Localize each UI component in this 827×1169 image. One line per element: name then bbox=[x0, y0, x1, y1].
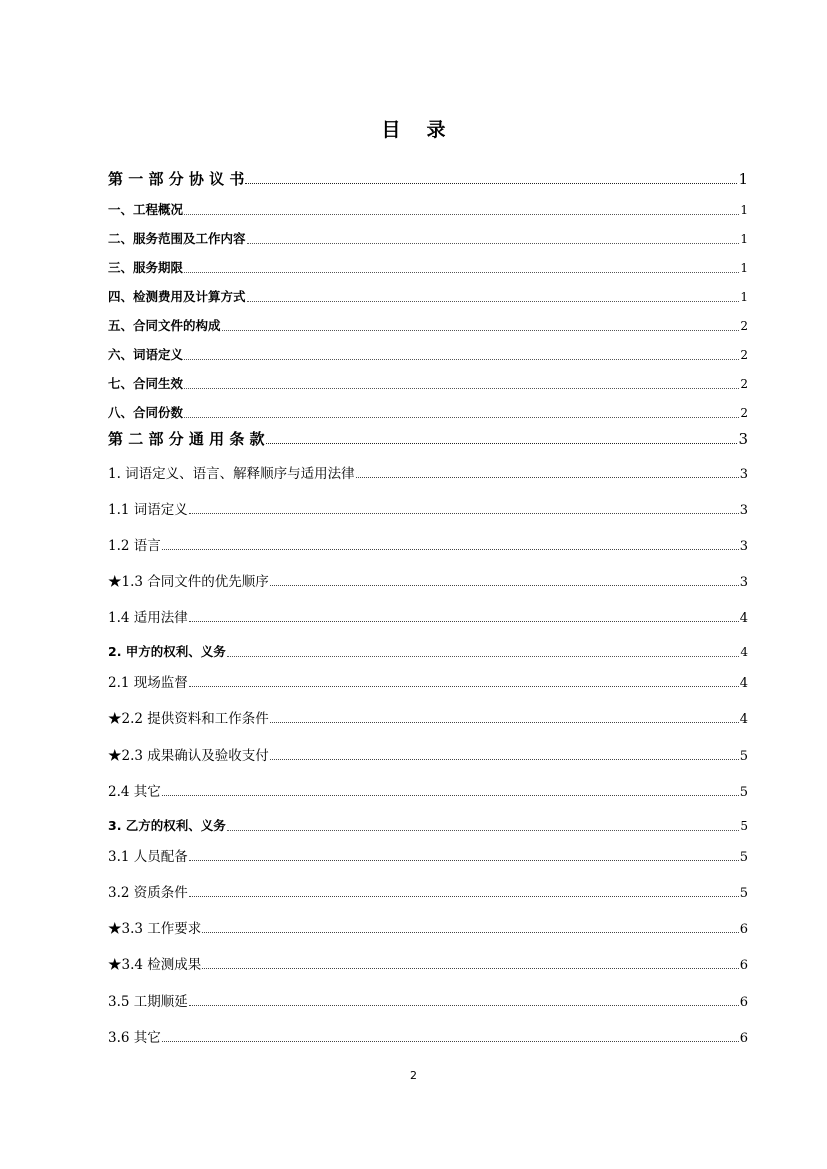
toc-entry[interactable] bbox=[108, 881, 748, 901]
toc-entry-label: 2. 甲方的权利、义务 bbox=[108, 644, 226, 659]
page-title bbox=[0, 115, 827, 142]
toc-entry[interactable] bbox=[108, 744, 748, 764]
toc-entry-page: 2 bbox=[740, 319, 748, 333]
toc-entry[interactable] bbox=[108, 403, 748, 421]
dot-leader bbox=[270, 721, 739, 723]
toc-entry-label: 第 二 部 分 通 用 条 款 bbox=[108, 430, 265, 448]
toc-entry-page: 1 bbox=[740, 203, 748, 217]
dot-leader bbox=[247, 300, 740, 302]
toc-entry[interactable] bbox=[108, 606, 748, 626]
dot-leader bbox=[162, 794, 739, 796]
toc-entry-page: 3 bbox=[739, 467, 748, 482]
dot-leader bbox=[222, 329, 740, 331]
toc-entry-label: ★2.2 提供资料和工作条件 bbox=[108, 711, 269, 727]
toc-entry-label: 3.6 其它 bbox=[108, 1030, 161, 1046]
toc-entry-label: 2.1 现场监督 bbox=[108, 675, 188, 691]
dot-leader bbox=[189, 512, 739, 514]
dot-leader bbox=[162, 1040, 739, 1042]
toc-entry-page: 2 bbox=[740, 348, 748, 362]
toc-entry-page: 1 bbox=[740, 261, 748, 275]
toc-entry-page: 6 bbox=[739, 995, 748, 1010]
toc-entry[interactable] bbox=[108, 168, 748, 189]
toc-entry-page: 3 bbox=[739, 503, 748, 518]
toc-entry-page: 5 bbox=[739, 886, 748, 901]
dot-leader bbox=[247, 242, 740, 244]
toc-entry-page: 6 bbox=[739, 922, 748, 937]
toc-entry[interactable] bbox=[108, 671, 748, 691]
toc-entry-page: 5 bbox=[739, 850, 748, 865]
toc-entry-page: 4 bbox=[739, 676, 748, 691]
toc-entry-page: 1 bbox=[740, 290, 748, 304]
toc-entry-page: 5 bbox=[740, 819, 748, 833]
toc-entry[interactable] bbox=[108, 287, 748, 305]
toc-entry[interactable] bbox=[108, 258, 748, 276]
toc-entry-page: 4 bbox=[739, 611, 748, 626]
toc-entry[interactable] bbox=[108, 316, 748, 334]
toc-entry-label: 第 一 部 分 协 议 书 bbox=[108, 170, 245, 188]
toc-entry-page: 1 bbox=[738, 170, 748, 188]
toc-entry-label: 三、服务期限 bbox=[108, 260, 184, 275]
dot-leader bbox=[227, 829, 740, 831]
toc-entry-page: 4 bbox=[740, 645, 748, 659]
dot-leader bbox=[162, 548, 739, 550]
toc-entry[interactable] bbox=[108, 570, 748, 590]
dot-leader bbox=[189, 685, 739, 687]
toc-entry[interactable] bbox=[108, 642, 748, 660]
toc-entry-page: 3 bbox=[739, 539, 748, 554]
toc-entry-label: 1.2 语言 bbox=[108, 538, 161, 554]
dot-leader bbox=[266, 442, 738, 444]
dot-leader bbox=[245, 182, 737, 184]
dot-leader bbox=[202, 967, 738, 969]
toc-entry-page: 3 bbox=[738, 430, 748, 448]
toc-entry[interactable] bbox=[108, 845, 748, 865]
dot-leader bbox=[189, 1004, 739, 1006]
toc-entry-page: 1 bbox=[740, 232, 748, 246]
toc-entry-label: ★2.3 成果确认及验收支付 bbox=[108, 748, 269, 764]
toc-entry[interactable] bbox=[108, 428, 748, 449]
dot-leader bbox=[270, 584, 739, 586]
toc-entry-page: 3 bbox=[739, 575, 748, 590]
toc-entry-label: 一、工程概况 bbox=[108, 202, 184, 217]
toc-entry[interactable] bbox=[108, 1026, 748, 1046]
toc-entry-label: 2.4 其它 bbox=[108, 784, 161, 800]
toc-entry-label: 3.1 人员配备 bbox=[108, 849, 188, 865]
toc-entry-label: 八、合同份数 bbox=[108, 405, 184, 420]
dot-leader bbox=[202, 931, 738, 933]
toc-entry-page: 4 bbox=[739, 712, 748, 727]
toc-entry-label: 1. 词语定义、语言、解释顺序与适用法律 bbox=[108, 466, 355, 482]
dot-leader bbox=[184, 358, 739, 360]
toc-entry-label: 六、词语定义 bbox=[108, 347, 184, 362]
toc-entry[interactable] bbox=[108, 990, 748, 1010]
toc-entry[interactable] bbox=[108, 534, 748, 554]
toc-entry-label: 3.5 工期顺延 bbox=[108, 994, 188, 1010]
toc-entry[interactable] bbox=[108, 917, 748, 937]
toc-entry-label: 3.2 资质条件 bbox=[108, 885, 188, 901]
toc-entry-label: 七、合同生效 bbox=[108, 376, 184, 391]
title-char-2: 录 bbox=[426, 119, 446, 141]
toc-entry[interactable] bbox=[108, 200, 748, 218]
dot-leader bbox=[184, 416, 739, 418]
dot-leader bbox=[356, 476, 739, 478]
dot-leader bbox=[184, 271, 739, 273]
toc-entry-page: 6 bbox=[739, 958, 748, 973]
dot-leader bbox=[184, 387, 739, 389]
toc-entry[interactable] bbox=[108, 374, 748, 392]
toc-entry-label: ★3.3 工作要求 bbox=[108, 921, 202, 937]
dot-leader bbox=[227, 655, 740, 657]
dot-leader bbox=[184, 213, 739, 215]
toc-entry[interactable] bbox=[108, 780, 748, 800]
dot-leader bbox=[189, 859, 739, 861]
toc-entry[interactable] bbox=[108, 816, 748, 834]
toc-entry-page: 2 bbox=[740, 406, 748, 420]
dot-leader bbox=[189, 620, 739, 622]
toc-entry-page: 6 bbox=[739, 1031, 748, 1046]
title-char-1: 目 bbox=[381, 119, 401, 141]
toc-entry[interactable] bbox=[108, 229, 748, 247]
toc-entry[interactable] bbox=[108, 498, 748, 518]
toc-entry-page: 2 bbox=[740, 377, 748, 391]
toc-entry-label: ★3.4 检测成果 bbox=[108, 957, 202, 973]
toc-entry-label: 二、服务范围及工作内容 bbox=[108, 231, 246, 246]
toc-entry[interactable] bbox=[108, 462, 748, 482]
toc-entry-label: 1.4 适用法律 bbox=[108, 610, 188, 626]
toc-entry-label: 四、检测费用及计算方式 bbox=[108, 289, 246, 304]
dot-leader bbox=[189, 895, 739, 897]
toc-entry-label: ★1.3 合同文件的优先顺序 bbox=[108, 574, 269, 590]
toc-entry[interactable] bbox=[108, 345, 748, 363]
dot-leader bbox=[270, 758, 739, 760]
page-number: 2 bbox=[410, 1069, 417, 1082]
toc-entry-label: 1.1 词语定义 bbox=[108, 502, 188, 518]
toc-entry-page: 5 bbox=[739, 749, 748, 764]
toc-entry[interactable] bbox=[108, 707, 748, 727]
toc-entry[interactable] bbox=[108, 953, 748, 973]
toc-entry-label: 3. 乙方的权利、义务 bbox=[108, 818, 226, 833]
toc-entry-label: 五、合同文件的构成 bbox=[108, 318, 221, 333]
toc-entry-page: 5 bbox=[739, 785, 748, 800]
